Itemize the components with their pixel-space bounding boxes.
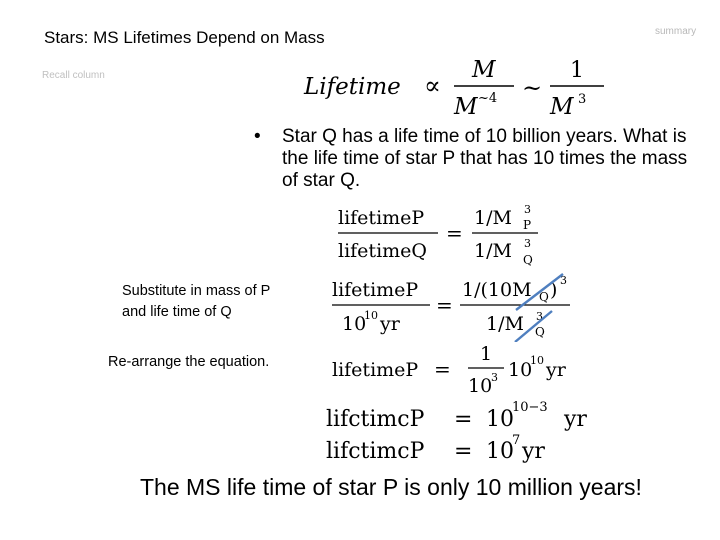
question-text: Star Q has a life time of 10 billion years. What is the life time of star P that has 10 times the mass of star Q.: [282, 126, 688, 191]
eq4-unit: yr: [564, 407, 587, 432]
proportional-symbol: ∝: [424, 71, 441, 100]
eq1-rhs-numerator-sup: 3: [524, 203, 531, 216]
eq1-lhs-denominator: lifetimeQ: [338, 240, 427, 262]
substitute-note: [122, 281, 270, 323]
approx-symbol: ~: [522, 74, 543, 102]
eq1-equals: =: [446, 221, 463, 245]
lifetime-proportionality-formula: [300, 48, 620, 124]
cube-exponent: 3: [578, 92, 587, 107]
slide-title: Stars: MS Lifetimes Depend on Mass: [44, 28, 325, 47]
eq2-lhs-den-exp: 10: [364, 309, 378, 322]
eq5-lhs: lifctimcP: [326, 439, 425, 464]
eq2-rhs-denominator-sup: 3: [536, 310, 543, 323]
eq4-equals: =: [454, 407, 473, 432]
eq2-equals: =: [436, 293, 453, 317]
eq5-base: 10: [486, 439, 514, 464]
eq5-unit: yr: [522, 439, 545, 464]
equation-lifetime-ratio: [334, 200, 554, 270]
lifetime-symbol: Lifetime: [304, 74, 401, 100]
recall-column-label: Recall column: [42, 70, 105, 81]
eq3-times-base: 10: [508, 359, 533, 381]
eq4-exp: 10−3: [512, 400, 548, 415]
eq3-frac-den-exp: 3: [491, 371, 498, 384]
eq3-frac-numerator: 1: [480, 343, 493, 365]
substitute-note-line-1: Substitute in mass of P: [122, 283, 271, 299]
mass-numerator: M: [472, 57, 496, 83]
substitute-note-line-2: and life time of Q: [122, 304, 232, 320]
equation-substituted: [330, 270, 600, 342]
eq3-times-exp: 10: [530, 354, 544, 367]
eq2-rhs-numerator-sup: 3: [560, 274, 567, 287]
eq2-lhs-den-unit: yr: [380, 313, 400, 335]
equation-rearranged: [330, 338, 590, 400]
eq3-equals: =: [434, 357, 451, 381]
one-numerator: 1: [570, 58, 584, 83]
eq2-rhs-denominator-sub: Q: [535, 325, 545, 339]
question-bullet: [254, 126, 694, 192]
eq5-equals: =: [454, 439, 473, 464]
eq1-rhs-numerator: 1/M: [474, 207, 512, 229]
equation-final: [324, 426, 614, 468]
eq4-base: 10: [486, 407, 514, 432]
eq1-rhs-numerator-sub: P: [523, 218, 532, 232]
eq1-rhs-denominator-sub: Q: [523, 253, 533, 267]
eq1-rhs-denominator-sup: 3: [524, 237, 531, 250]
eq1-rhs-denominator: 1/M: [474, 240, 512, 262]
mass-exponent: ~4: [478, 91, 498, 106]
eq2-lhs-den-base: 10: [342, 313, 367, 335]
eq3-unit: yr: [546, 359, 566, 381]
eq4-lhs: lifctimcP: [326, 407, 425, 432]
eq2-rhs-numerator: 1/(10M: [462, 279, 532, 301]
bullet-dot: •: [254, 126, 261, 147]
eq2-rhs-numerator-close: ): [550, 279, 558, 301]
conclusion-text: The MS life time of star P is only 10 million years!: [140, 474, 642, 500]
eq3-frac-den-base: 10: [468, 375, 493, 397]
eq3-lhs: lifetimeP: [332, 359, 419, 381]
summary-label: summary: [655, 26, 697, 37]
rearrange-note: Re-arrange the equation.: [108, 354, 270, 370]
mass-denominator: M: [454, 94, 478, 120]
eq5-exp: 7: [512, 433, 521, 448]
mass-denominator-cubed: M: [550, 94, 574, 120]
eq2-rhs-numerator-sub: Q: [539, 290, 549, 304]
eq2-lhs-numerator: lifetimeP: [332, 279, 419, 301]
eq2-rhs-denominator: 1/M: [486, 313, 524, 335]
eq1-lhs-numerator: lifetimeP: [338, 207, 425, 229]
